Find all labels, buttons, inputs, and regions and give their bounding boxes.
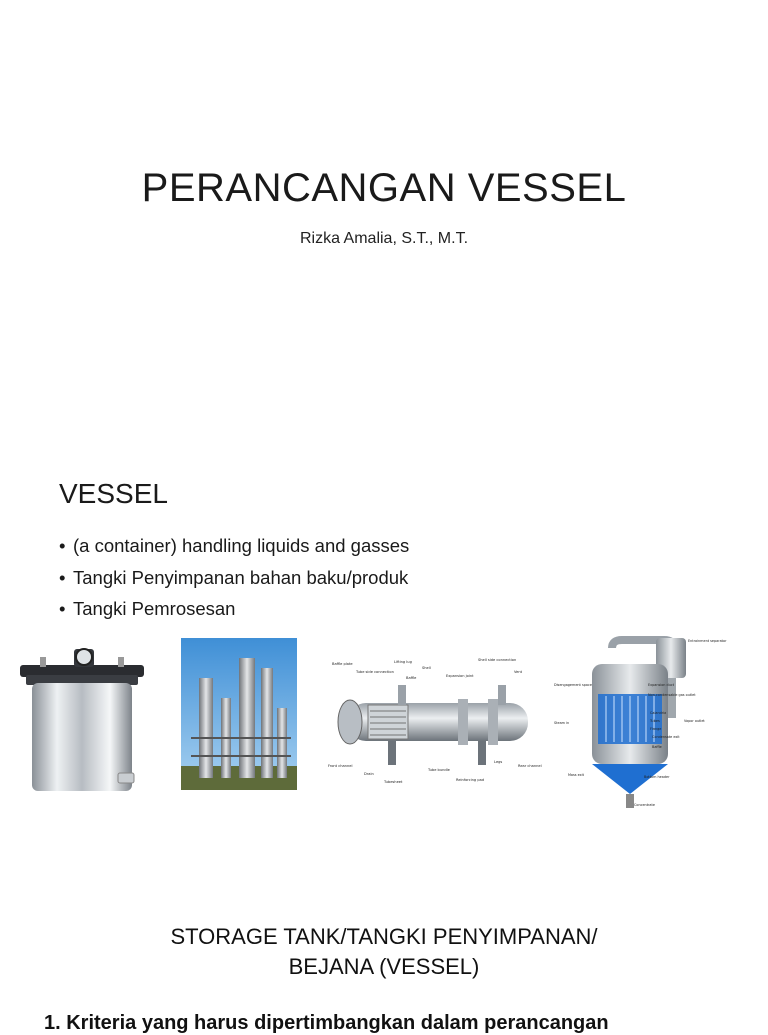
- slide-title: [0, 922, 768, 982]
- diagram-label: Lifting lug: [394, 660, 412, 664]
- diagram-label: Mass exit: [568, 773, 584, 777]
- diagram-label: Condensate exit: [652, 735, 680, 739]
- diagram-label: Tube side connection: [356, 670, 394, 674]
- partial-numbered-item: 1. Kriteria yang harus dipertimbangkan dalam perancangan: [44, 1012, 609, 1034]
- diagram-label: Shell side connection: [478, 658, 517, 662]
- shell-and-tube-heat-exchanger-diagram: [328, 655, 540, 790]
- bullet-item: • (a container) handling liquids and gasses: [59, 530, 409, 562]
- diagram-label: Vent: [514, 670, 523, 674]
- diagram-label: Drain: [364, 772, 374, 776]
- diagram-label: Vapor outlet: [684, 719, 705, 723]
- diagram-label: Rear channel: [518, 764, 542, 768]
- diagram-label: Front channel: [328, 764, 353, 768]
- diagram-label: Tubesheet: [384, 780, 403, 784]
- diagram-label: Baffle: [652, 745, 662, 749]
- diagram-label: Calandria: [650, 711, 667, 715]
- diagram-label: Tube bundle: [428, 768, 450, 772]
- vessel-slide: [0, 430, 768, 862]
- diagram-label: Concentrate: [634, 803, 655, 807]
- diagram-label: Flange: [650, 727, 662, 731]
- slide-title: VESSEL: [59, 478, 168, 509]
- diagram-label: Expansion duct: [648, 683, 675, 687]
- diagram-label: Shell: [422, 666, 431, 670]
- bullet-list: [59, 530, 409, 625]
- diagram-label: Reinforcing pad: [456, 778, 485, 782]
- slide-title-line: BEJANA (VESSEL): [288, 954, 480, 979]
- diagram-label: Baffle plate: [332, 662, 353, 666]
- diagram-label: Tubes: [650, 719, 660, 723]
- diagram-label: Baffle: [406, 676, 417, 680]
- diagram-label: Entrainment separator: [688, 639, 727, 643]
- diagram-label: Disengagement space: [554, 683, 592, 687]
- pressure-vessel-autoclave-image: [18, 645, 146, 795]
- distillation-columns-photo: [181, 638, 297, 790]
- title-slide: [0, 0, 768, 430]
- slide-title-line: STORAGE TANK/TANGKI PENYIMPANAN/: [170, 924, 598, 949]
- diagram-label: Expansion joint: [446, 674, 474, 678]
- diagram-label: Legs: [494, 760, 503, 764]
- diagram-label: Bottom header: [644, 775, 670, 779]
- bullet-item: • Tangki Pemrosesan: [59, 593, 409, 625]
- evaporator-vessel-diagram: [552, 634, 727, 812]
- diagram-label: Steam in: [554, 721, 570, 725]
- storage-tank-slide: [0, 862, 768, 1034]
- diagram-label: Non-condensable gas outlet: [648, 693, 696, 697]
- bullet-item: • Tangki Penyimpanan bahan baku/produk: [59, 562, 409, 594]
- author-name: Rizka Amalia, S.T., M.T.: [299, 230, 469, 247]
- presentation-title: PERANCANGAN VESSEL: [141, 166, 627, 210]
